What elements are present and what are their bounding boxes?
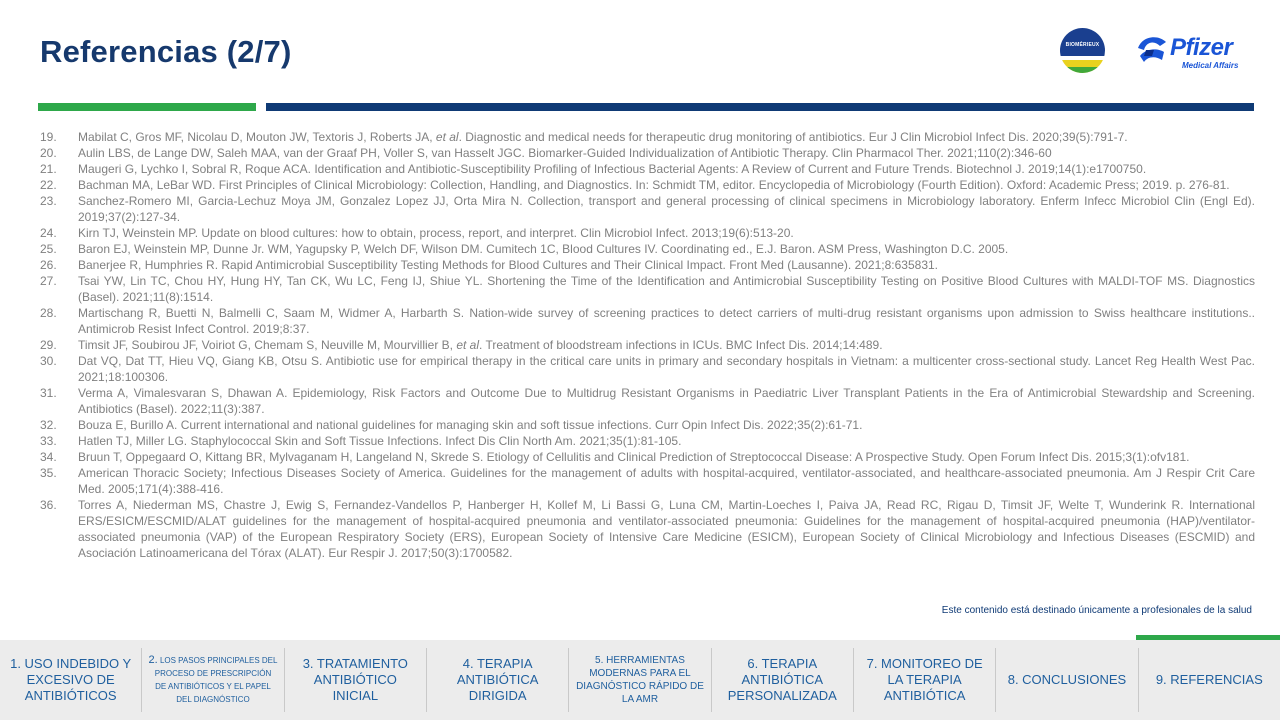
reference-text: Kirn TJ, Weinstein MP. Update on blood cultures: how to obtain, process, report, and interpret. Clin Microbiol Infect. 2013;19(6):513-20. [78,226,794,240]
reference-number: 19. [40,130,57,144]
reference-20 [40,145,1255,161]
nav-item-pasos-principales[interactable] [142,648,284,712]
reference-text: Mabilat C, Gros MF, Nicolau D, Mouton JW, Textoris J, Roberts JA, et al. Diagnostic and medical needs for therapeutic drug monitoring of antibiotics. Eur J Clin Microbiol Infect Dis. 2020;39(5):791-7. [78,130,1128,144]
reference-number: 30. [40,354,57,368]
reference-text: Aulin LBS, de Lange DW, Saleh MAA, van der Graaf PH, Voller S, van Hasselt JGC. Biomarker-Guided Individualization of Antibiotic Therapy. Clin Pharmacol Ther. 2021;110(2):346-60 [78,146,1052,160]
section-nav [0,640,1280,720]
reference-text: Tsai YW, Lin TC, Chou HY, Hung HY, Tan CK, Wu LC, Feng IJ, Shiue YL. Shortening the Time of the Identification and Antimicrobial Susceptibility Testing on Positive Blood Cultures with MALDI-TOF MS. Diagnostics (Basel). 2021;11(8):1514. [78,274,1255,304]
reference-text: Verma A, Vimalesvaran S, Dhawan A. Epidemiology, Risk Factors and Outcome Due to Multidrug Resistant Organisms in Paediatric Liver Transplant Patients in the Era of Antimicrobial Stewardship and Screening. Antibiotics (Basel). 2022;11(3):387. [78,386,1255,416]
disclaimer-footnote: Este contenido está destinado únicamente a profesionales de la salud [941,605,1252,616]
reference-number: 20. [40,146,57,160]
reference-32 [40,417,1255,433]
reference-number: 33. [40,434,57,448]
nav-item-uso-indebido[interactable]: 1. USO INDEBIDO Y EXCESIVO DE ANTIBIÓTICOS [0,648,142,712]
nav-item-terapia-personalizada[interactable]: 6. TERAPIA ANTIBIÓTICA PERSONALIZADA [712,648,854,712]
reference-23 [40,193,1255,225]
nav-item-terapia-dirigida[interactable]: 4. TERAPIA ANTIBIÓTICA DIRIGIDA [427,648,569,712]
reference-number: 27. [40,274,57,288]
nav-item-herramientas-modernas[interactable]: 5. HERRAMIENTAS MODERNAS PARA EL DIAGNÓSTICO RÁPIDO DE LA AMR [569,648,711,712]
reference-33 [40,433,1255,449]
reference-number: 22. [40,178,57,192]
reference-31 [40,385,1255,417]
nav-item-2-number: 2. [148,654,158,666]
reference-text: Martischang R, Buetti N, Balmelli C, Saam M, Widmer A, Harbarth S. Nation-wide survey of screening practices to detect carriers of multi-drug resistant organisms upon admission to Swiss healthcare institutions.. Antimicrob Resist Infect Control. 2019;8:37. [78,306,1255,336]
reference-text: Bachman MA, LeBar WD. First Principles of Clinical Microbiology: Collection, Handling, and Diagnostics. In: Schmidt TM, editor. Encyclopedia of Microbiology (Fourth Edition). Oxford: Academic Press; 2019. p. 276-81. [78,178,1230,192]
reference-text: Hatlen TJ, Miller LG. Staphylococcal Skin and Soft Tissue Infections. Infect Dis Clin North Am. 2021;35(1):81-105. [78,434,682,448]
reference-36 [40,497,1255,561]
reference-number: 34. [40,450,57,464]
pfizer-wordmark: Pfizer [1170,34,1233,61]
reference-number: 23. [40,194,57,208]
reference-25 [40,241,1255,257]
reference-number: 35. [40,466,57,480]
pfizer-helix-icon [1132,30,1172,70]
divider-navy [266,103,1254,111]
pfizer-subtitle: Medical Affairs [1182,61,1239,70]
reference-26 [40,257,1255,273]
nav-item-tratamiento-inicial[interactable]: 3. TRATAMIENTO ANTIBIÓTICO INICIAL [285,648,427,712]
reference-34 [40,449,1255,465]
reference-text: Banerjee R, Humphries R. Rapid Antimicrobial Susceptibility Testing Methods for Blood Cultures and Their Clinical Impact. Front Med (Lausanne). 2021;8:635831. [78,258,938,272]
reference-22 [40,177,1255,193]
page-title: Referencias (2/7) [40,34,292,69]
reference-24 [40,225,1255,241]
reference-text: American Thoracic Society; Infectious Diseases Society of America. Guidelines for the management of adults with hospital-acquired, ventilator-associated, and healthcare-associated pneumonia. Am J Respir Crit Care Med. 2005;171(4):388-416. [78,466,1255,496]
reference-text: Bruun T, Oppegaard O, Kittang BR, Mylvaganam H, Langeland N, Skrede S. Etiology of Cellulitis and Clinical Prediction of Streptococcal Disease: A Prospective Study. Open Forum Infect Dis. 2015;3(1):ofv181. [78,450,1190,464]
reference-30 [40,353,1255,385]
reference-number: 21. [40,162,57,176]
reference-text: Baron EJ, Weinstein MP, Dunne Jr. WM, Yagupsky P, Welch DF, Wilson DM. Cumitech 1C, Blood Cultures IV. Coordinating ed., E.J. Baron. ASM Press, Washington D.C. 2005. [78,242,1009,256]
reference-number: 25. [40,242,57,256]
reference-29 [40,337,1255,353]
reference-number: 26. [40,258,57,272]
nav-item-referencias[interactable]: 9. REFERENCIAS [1155,672,1263,687]
nav-item-monitoreo[interactable]: 7. MONITOREO DE LA TERAPIA ANTIBIÓTICA [854,648,996,712]
nav-item-conclusiones[interactable]: 8. CONCLUSIONES [996,648,1138,712]
divider-green [38,103,256,111]
reference-27 [40,273,1255,305]
reference-text: Maugeri G, Lychko I, Sobral R, Roque ACA. Identification and Antibiotic-Susceptibility Profiling of Infectious Bacterial Agents: A Review of Current and Future Trends. Biotechnol J. 2019;14(1):e1700750. [78,162,1147,176]
reference-number: 28. [40,306,57,320]
reference-number: 36. [40,498,57,512]
reference-number: 31. [40,386,57,400]
pfizer-logo [1132,28,1252,74]
reference-list [40,129,1255,561]
reference-text: Dat VQ, Dat TT, Hieu VQ, Giang KB, Otsu S. Antibiotic use for empirical therapy in the critical care units in primary and secondary hospitals in Vietnam: a multicenter cross-sectional study. Lancet Reg Health West Pac. 2021;18:100306. [78,354,1255,384]
reference-number: 32. [40,418,57,432]
reference-28 [40,305,1255,337]
reference-19 [40,129,1255,145]
biomerieux-logo [1060,28,1105,73]
biomerieux-logo-text: BIOMÉRIEUX [1065,42,1100,48]
reference-text: Sanchez-Romero MI, Garcia-Lechuz Moya JM, Gonzalez Lopez JJ, Orta Mira N. Collection, transport and general processing of clinical specimens in Microbiology laboratory. Enferm Infecc Microbiol Clin (Engl Ed). 2019;37(2):127-34. [78,194,1255,224]
reference-text: Torres A, Niederman MS, Chastre J, Ewig S, Fernandez-Vandellos P, Hanberger H, Kollef M, Li Bassi G, Luna CM, Martin-Loeches I, Paiva JA, Read RC, Rigau D, Timsit JF, Welte T, Wunderink R. International ERS/ESICM/ESCMID/ALAT guidelines for the management of hospital-acquired pneumonia and ventilator-associated pneumonia: Guidelines for the management of hospital-acquired pneumonia (HAP)/ventilator-associated pneumonia (VAP) of the European Respiratory Society (ERS), European Society of Intensive Care Medicine (ESICM), European Society of Clinical Microbiology and Infectious Diseases (ESCMID) and Asociación Latinoamericana del Tórax (ALAT). Eur Respir J. 2017;50(3):1700582. [78,498,1255,560]
reference-number: 24. [40,226,57,240]
nav-item-2-label: LOS PASOS PRINCIPALES DEL PROCESO DE PRESCRIPCIÓN DE ANTIBIÓTICOS Y EL PAPEL DEL DIAGNÓSTICO [154,656,278,704]
reference-35 [40,465,1255,497]
reference-21 [40,161,1255,177]
reference-number: 29. [40,338,57,352]
reference-text: Bouza E, Burillo A. Current international and national guidelines for managing skin and soft tissue infections. Curr Opin Infect Dis. 2022;35(2):61-71. [78,418,863,432]
reference-text: Timsit JF, Soubirou JF, Voiriot G, Chemam S, Neuville M, Mourvillier B, et al. Treatment of bloodstream infections in ICUs. BMC Infect Dis. 2014;14:489. [78,338,883,352]
